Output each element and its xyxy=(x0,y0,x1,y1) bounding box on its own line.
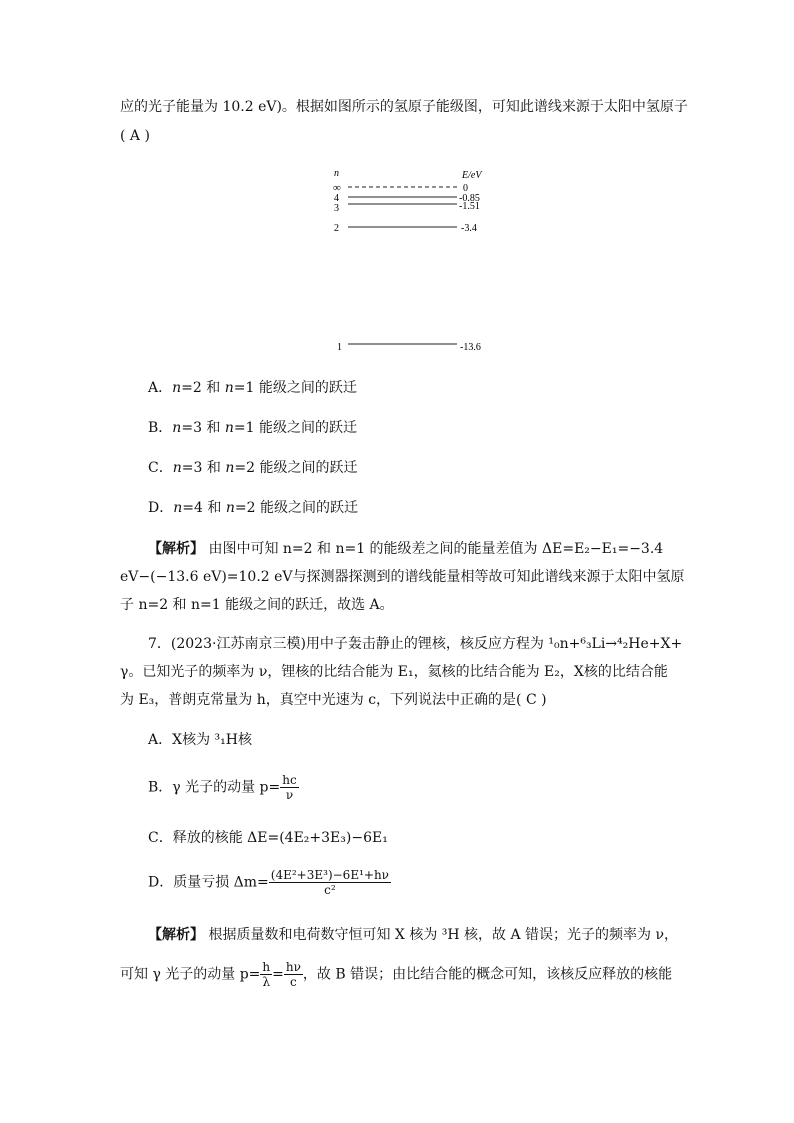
level-label-1: 1 xyxy=(337,342,342,353)
q7-stem-line-2: γ。已知光子的频率为 ν，锂核的比结合能为 E₁，氦核的比结合能为 E₂，X核的比结合能 xyxy=(120,664,668,680)
level-label-3: 3 xyxy=(334,203,339,214)
intro-answer: ( A ) xyxy=(120,128,150,144)
level-energy-2: -3.4 xyxy=(461,223,477,234)
q7-stem-line-1: 7．(2023·江苏南京三模)用中子轰击静止的锂核，核反应方程为 ¹₀n+⁶₃Li→⁴₂He+X+ xyxy=(148,636,683,652)
momentum-fraction: $\frac{hc}{\nu}$ xyxy=(282,773,297,802)
analysis-tag: 【解析】 xyxy=(148,541,204,557)
q6-analysis-line-1: 【解析】 由图中可知 n=2 和 n=1 的能级差之间的能量差值为 ΔE=E₂−E₁=−3.4 xyxy=(148,541,664,557)
q6-option-b: B．n=3 和 n=1 能级之间的跃迁 xyxy=(148,420,358,436)
q6-analysis-line-3: 子 n=2 和 n=1 能级之间的跃迁，故选 A。 xyxy=(120,597,394,613)
q6-option-c: C．n=3 和 n=2 能级之间的跃迁 xyxy=(148,460,358,476)
level-energy-4: -0.85 xyxy=(459,193,480,204)
analysis-tag: 【解析】 xyxy=(148,927,204,943)
level-label-2: 2 xyxy=(334,223,339,234)
q7-option-d: D．质量亏损 Δm= $\frac{\text{(4E²+3E³)−6E¹+hν}}{\text{c²}}$ xyxy=(148,868,389,897)
level-label-inf: ∞ xyxy=(333,182,341,194)
level-energy-3: -1.51 xyxy=(459,201,480,212)
level-energy-1: -13.6 xyxy=(460,342,481,353)
q7-option-c: C．释放的核能 ΔE=(4E₂+3E₃)−6E₁ xyxy=(148,830,388,846)
level-label-4: 4 xyxy=(334,193,339,204)
energy-header: E/eV xyxy=(462,170,482,181)
mass-defect-fraction: $\frac{\text{(4E²+3E³)−6E¹+hν}}{\text{c²}}$ xyxy=(270,868,389,897)
q7-stem-line-3: 为 E₃，普朗克常量为 h，真空中光速为 c，下列说法中正确的是( C ) xyxy=(120,692,547,708)
q7-option-b: B．γ 光子的动量 p= $\frac{hc}{\nu}$ xyxy=(148,773,297,802)
n-header: n xyxy=(334,168,339,179)
q7-option-a: A．X核为 ³₁H核 xyxy=(148,732,252,748)
q6-option-a: A．n=2 和 n=1 能级之间的跃迁 xyxy=(148,380,357,396)
level-energy-inf: 0 xyxy=(463,183,468,194)
q7-analysis-line-1: 【解析】 根据质量数和电荷数守恒可知 X 核为 ³H 核，故 A 错误；光子的频率为 ν， xyxy=(148,927,679,943)
q6-option-d: D．n=4 和 n=2 能级之间的跃迁 xyxy=(148,500,358,516)
energy-level-diagram xyxy=(0,160,794,360)
q6-analysis-line-2: eV−(−13.6 eV)=10.2 eV与探测器探测到的谱线能量相等故可知此谱线来源于太阳中氢原 xyxy=(120,569,685,585)
frequency-fraction: $\frac{h\nu}{c}$ xyxy=(285,960,301,989)
q7-analysis-line-2: 可知 γ 光子的动量 p= $\frac{h}{\lambda}$ = $\frac{h\nu}{c}$ ，故 B 错误；由比结合能的概念可知，该核反应释放的核能 xyxy=(120,960,673,989)
intro-line-1: 应的光子能量为 10.2 eV)。根据如图所示的氢原子能级图，可知此谱线来源于太阳中氢原子 xyxy=(120,99,688,115)
wavelength-fraction: $\frac{h}{\lambda}$ xyxy=(262,960,271,989)
